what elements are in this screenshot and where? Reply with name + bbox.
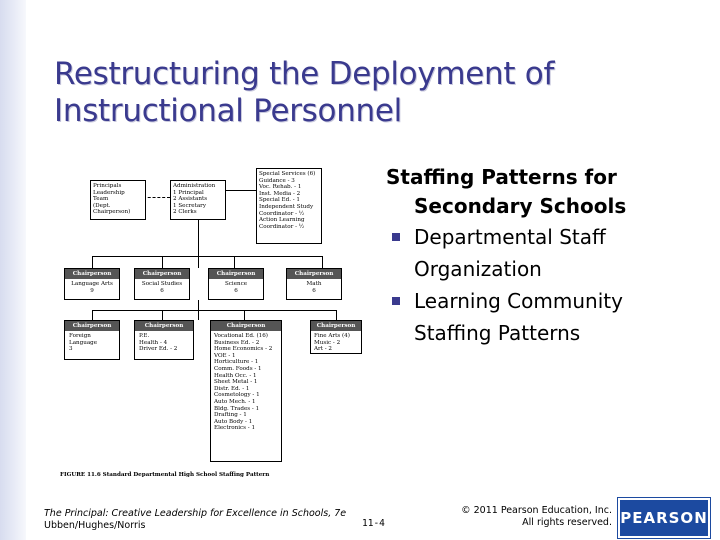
admin-line: Administration — [173, 183, 216, 189]
dept-line: 6 — [234, 287, 238, 294]
dept-box-fine-arts — [310, 320, 362, 354]
dept-box-science — [208, 268, 264, 300]
special-line: Voc. Rehab. - 1 — [259, 184, 302, 191]
title-line-1: Restructuring the Deployment of — [54, 56, 555, 92]
dept-line: Language — [69, 339, 98, 346]
team-line: Leadership — [93, 189, 125, 196]
bullet-item — [386, 285, 706, 349]
dept-line: Auto Mech. - 1 — [214, 398, 256, 405]
special-line: Action Learning — [259, 217, 305, 224]
dept-line: Driver Ed. - 2 — [139, 346, 178, 353]
connector-line — [162, 310, 163, 320]
team-line: Team — [93, 196, 109, 203]
special-line: Coordinator - ½ — [259, 223, 305, 230]
dept-box-math — [286, 268, 342, 300]
chairperson-label: Chairperson — [65, 321, 119, 331]
dept-line: Distr. Ed. - 1 — [214, 385, 250, 392]
connector-line — [162, 256, 163, 268]
connector-line — [336, 310, 337, 320]
bullet-item — [386, 221, 706, 285]
special-line: Coordinator - ½ — [259, 210, 305, 217]
admin-line: 2 Clerks — [173, 209, 197, 216]
team-line: Chairperson) — [93, 209, 131, 216]
admin-line: 2 Assistants — [173, 196, 208, 203]
admin-line: 1 Principal — [173, 189, 204, 196]
chairperson-label: Chairperson — [135, 269, 189, 279]
special-line: Special Ed. - 1 — [259, 197, 300, 204]
dept-line: Social Studies — [141, 281, 183, 287]
chairperson-label: Chairperson — [311, 321, 361, 331]
special-line: Independent Study — [259, 203, 314, 210]
dept-line: Comm. Foods - 1 — [214, 365, 262, 372]
chairperson-label: Chairperson — [287, 269, 341, 279]
decorative-side-bar — [0, 0, 26, 540]
connector-line — [198, 218, 199, 268]
dept-line: Horticulture - 1 — [214, 359, 259, 366]
special-line: Guidance - 3 — [259, 177, 295, 184]
figure-caption: FIGURE 11.6 Standard Departmental High School Staffing Pattern — [60, 472, 270, 478]
connector-line — [92, 310, 93, 320]
bullet-text: Organization — [414, 257, 542, 281]
special-line: Inst. Media - 2 — [259, 190, 301, 197]
dept-line: Bldg. Trades - 1 — [214, 405, 260, 412]
connector-line — [92, 310, 336, 311]
bullet-heading — [386, 163, 706, 221]
copyright-line: All rights reserved. — [522, 517, 612, 528]
dept-line: Foreign — [69, 333, 91, 339]
bullet-text: Learning Community — [414, 289, 623, 313]
dept-line: P.E. — [139, 333, 150, 339]
dept-line: Electronics - 1 — [214, 425, 256, 432]
connector-line — [244, 310, 245, 320]
dept-line: 6 — [160, 287, 164, 294]
book-authors: Ubben/Hughes/Norris — [44, 520, 146, 531]
dept-box-language-arts — [64, 268, 120, 300]
dept-line: Art - 2 — [314, 346, 332, 353]
connector-line — [92, 256, 93, 268]
special-services-box — [256, 168, 322, 244]
heading-line-2: Secondary Schools — [414, 194, 627, 218]
dept-line: Fine Arts (4) — [314, 333, 350, 339]
special-line: Special Services (6) — [259, 171, 316, 177]
dept-line: Sheet Metal - 1 — [214, 379, 258, 386]
pearson-logo: PEARSON — [618, 498, 710, 538]
chairperson-label: Chairperson — [209, 269, 263, 279]
bullet-text: Departmental Staff — [414, 225, 606, 249]
dept-line: Business Ed. - 2 — [214, 339, 260, 346]
dept-line: Home Economics - 2 — [214, 346, 273, 353]
page-number: 11-4 — [362, 518, 385, 529]
dept-line: Auto Body - 1 — [214, 418, 253, 425]
chairperson-label: Chairperson — [65, 269, 119, 279]
dept-box-social-studies — [134, 268, 190, 300]
dept-line: Health - 4 — [139, 339, 168, 346]
staffing-org-chart — [58, 160, 370, 490]
square-bullet-icon — [392, 297, 400, 305]
dept-line: Math — [306, 281, 322, 287]
dept-line: VOE - 1 — [214, 352, 236, 359]
team-line: (Dept. — [93, 202, 111, 209]
copyright-line: © 2011 Pearson Education, Inc. — [461, 505, 612, 516]
connector-line — [226, 190, 256, 191]
chairperson-label: Chairperson — [135, 321, 193, 331]
copyright-notice — [440, 505, 612, 529]
bullet-list — [386, 163, 706, 349]
dept-line: Health Occ. - 1 — [214, 372, 257, 379]
footer-book-info — [44, 508, 346, 532]
title-line-2: Instructional Personnel — [54, 93, 402, 129]
slide-title — [54, 56, 674, 130]
dept-line: 9 — [90, 287, 94, 294]
heading-line-1: Staffing Patterns for — [386, 165, 617, 189]
administration-box — [170, 180, 226, 220]
dept-line: Language Arts — [71, 281, 113, 287]
dept-box-pe-health — [134, 320, 194, 360]
bullet-text: Staffing Patterns — [414, 321, 581, 345]
connector-line — [234, 256, 235, 268]
dept-line: Vocational Ed. (16) — [214, 333, 268, 339]
book-title: The Principal: Creative Leadership for Excellence in Schools, 7e — [44, 508, 347, 519]
connector-line — [322, 256, 323, 268]
admin-line: 1 Secretary — [173, 202, 207, 209]
chairperson-label: Chairperson — [211, 321, 281, 331]
square-bullet-icon — [392, 233, 400, 241]
dept-box-foreign-language — [64, 320, 120, 360]
dept-line: Music - 2 — [314, 339, 341, 346]
dept-line: 3 — [69, 346, 73, 353]
dept-line: 6 — [312, 287, 316, 294]
dept-line: Science — [224, 281, 248, 287]
dept-line: Cosmetology - 1 — [214, 392, 260, 399]
leadership-team-box — [90, 180, 146, 220]
connector-line — [92, 256, 322, 257]
dept-line: Drafting - 1 — [214, 412, 247, 419]
dept-box-vocational-ed — [210, 320, 282, 462]
team-line: Principals — [93, 183, 122, 189]
